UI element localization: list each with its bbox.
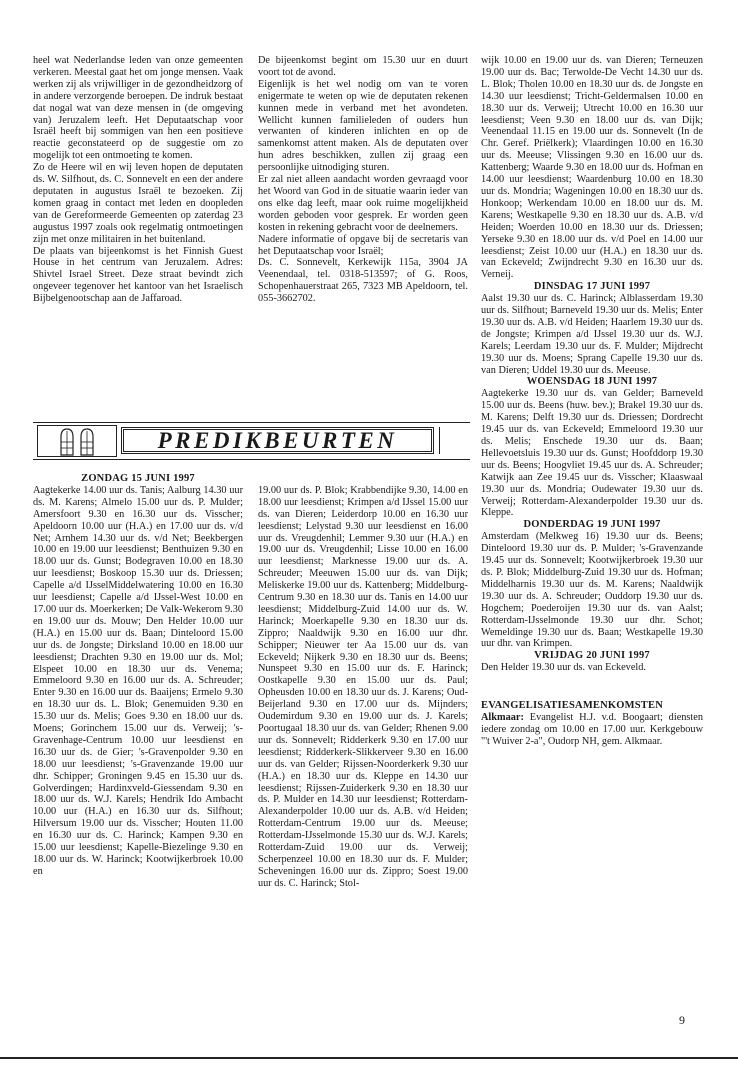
evangelisation-place: Alkmaar: bbox=[481, 712, 524, 724]
article-column-1 bbox=[33, 55, 243, 305]
section-title: PREDIKBEURTEN bbox=[157, 427, 398, 453]
article-paragraph: Er zal niet alleen aandacht worden gevraagd voor het Woord van God in de situatie waarin ieder van ons elke dag leeft, maar ook ruime mogelijkheid worden geboden voor gesprek. Er worden geen kosten in rekening gebracht voor de deelnemers. bbox=[258, 174, 468, 233]
schedule-text: Aagtekerke 19.30 uur ds. van Gelder; Barneveld 15.00 uur ds. Beens (huw. bev.); Brakel 19.30 uur ds. M. Karens; Delft 19.30 uur ds. Driessen; Dordrecht 19.45 uur ds. van Eckeveld; Emmeloord 19.30 uur ds. Melis; Enschede 19.30 uur ds. Baan; Hellevoetsluis 19.30 uur ds. Gunst; Hoofddorp 19.30 uur ds. Beens; Hoogvliet 19.45 uur ds. A. Schreuder; Katwijk aan Zee 19.45 uur ds. Visscher; Klaaswaal 19.30 uur ds. Mondria; Oudewater 19.30 uur ds. Verweij; Rotterdam-Alexanderpolder 19.30 uur ds. Kleppe. bbox=[481, 388, 703, 519]
schedule-text: Aalst 19.30 uur ds. C. Harinck; Alblasserdam 19.30 uur ds. Silfhout; Barneveld 19.30 uur ds. Melis; Enter 19.30 uur ds. A.B. v/d Heiden; Haarlem 19.30 uur ds. de Jongste; Krimpen a/d IJssel 19.30 uur ds. W.J. Karels; Leerdam 19.30 uur ds. F. Mulder; Mijdrecht 19.30 uur ds. Moens; Sprang Capelle 19.30 uur ds. van Dieren; Uddel 19.30 uur ds. Meeuse. bbox=[481, 293, 703, 376]
article-paragraph: Zo de Heere wil en wij leven hopen de deputaten ds. W. Silfhout, ds. C. Sonnevelt en een der andere deputaten in augustus Israël te bezoeken. Zij komen graag in contact met leden en doopleden van de Gereformeerde Gemeenten op zaterdag 23 augustus 1997 zoals ook regelmatig ontmoetingen zijn met onze militairen in het buitenland. bbox=[33, 162, 243, 245]
evangelisation-text bbox=[481, 712, 703, 748]
article-paragraph: Ds. C. Sonnevelt, Kerkewijk 115a, 3904 JA Veenendaal, tel. 0318-513597; of G. Roos, Schopenhauerstraat 265, 7323 MB Apeldoorn, tel. 055-3662702. bbox=[258, 257, 468, 305]
schedule-text: Amsterdam (Melkweg 16) 19.30 uur ds. Beens; Dinteloord 19.30 uur ds. P. Mulder; 's-Gravenzande 19.45 uur ds. Sonnevelt; Kootwijkerbroek 19.30 uur ds. P. Blok; Middelburg-Zuid 19.30 uur ds. Hofman; Middelharnis 19.30 uur ds. M. Karens; Naaldwijk 19.30 uur ds. A. Schreuder; Ouddorp 19.30 uur ds. Hogchem; Poederoijen 19.30 uur ds. van Aalst; Rotterdam-IJsselmonde 19.30 uur dhr. Schot; Wemeldinge 19.30 uur ds. Baan; Westkapelle 19.30 uur dhr. van Krimpen. bbox=[481, 531, 703, 650]
article-column-2 bbox=[258, 55, 468, 305]
day-heading-sunday: ZONDAG 15 JUNI 1997 bbox=[81, 473, 195, 484]
schedule-text: Den Helder 19.30 uur ds. van Eckeveld. bbox=[481, 662, 646, 674]
evangelisation-heading: EVANGELISATIESAMENKOMSTEN bbox=[481, 700, 663, 712]
footer-rule bbox=[0, 1057, 738, 1059]
schedule-text: 19.00 uur ds. P. Blok; Krabbendijke 9.30, 14.00 en 18.00 uur leesdienst; Krimpen a/d IJssel 15.00 uur ds. van Dieren; Leiderdorp 10.00 en 16.30 uur leesdienst; Lelystad 9.30 uur leesdienst en 16.00 uur ds. Vreugdenhil; Lemmer 9.30 uur (H.A.) en 19.00 uur ds. Vreugdenhil; Lisse 10.00 en 16.00 uur leesdienst; Marknesse 19.00 uur ds. A. Schreuder; Meeuwen 15.00 uur ds. van Dijk; Meliskerke 19.00 uur ds. Kattenberg; Middelburg-Centrum 9.30 en 18.30 uur ds. Tanis en 14.00 uur leesdienst; Middelburg-Zuid 14.00 uur ds. W. Harinck; Moerkapelle 9.30 en 18.30 uur ds. Zippro; Naaldwijk 9.30 en 16.00 uur dhr. Schipper; Nieuwer ter Aa 15.00 uur ds. van Eckeveld; Nijkerk 9.30 en 18.30 uur ds. Beens; Nunspeet 9.30 en 15.00 uur ds. F. Harinck; Oostkapelle 9.30 en 15.00 uur ds. Paul; Opheusden 10.00 en 18.30 uur ds. J. Karens; Oud-Beijerland 9.30 en 17.00 uur ds. Mijnders; Oudemirdum 9.30 en 19.00 uur ds. J. Karels; Poortugaal 18.30 uur ds. van Gelder; Rhenen 9.00 uur ds. Sonnevelt; Ridderkerk 9.30 en 17.00 uur leesdienst; Ridderkerk-Slikkerveer 9.30 en 16.00 uur ds. van Gelder; Rijssen-Noorderkerk 9.30 uur (H.A.) en 18.30 uur ds. Kleppe en 14.30 uur leesdienst; Rijssen-Zuiderkerk 9.30 en 18.30 uur ds. P. Mulder en 14.30 uur leesdienst; Rotterdam-Alexanderpolder 10.00 uur ds. A.B. v/d Heiden; Rotterdam-Centrum 19.00 uur ds. Meeuse; Rotterdam-IJsselmonde 15.30 uur ds. W.J. Karels; Rotterdam-Zuid 19.00 uur ds. Verweij; Scherpenzeel 10.00 en 18.30 uur ds. F. Mulder; Scheveningen 16.00 uur ds. Zippro; Soest 19.00 uur ds. C. Harinck; Stol- bbox=[258, 484, 468, 889]
article-paragraph: Nadere informatie of opgave bij de secretaris van het Deputaatschap voor Israël; bbox=[258, 233, 468, 257]
schedule-text: wijk 10.00 en 19.00 uur ds. van Dieren; Terneuzen 19.00 uur ds. Bac; Terwolde-De Vecht 14.30 uur ds. L. Blok; Tholen 10.00 en 18.30 uur ds. de Jongste en 14.30 uur leesdienst; Tricht-Geldermalsen 10.00 en 18.30 uur ds. Verweij; Utrecht 10.00 en 16.30 uur leesdienst; Veen 9.30 en 18.00 uur ds. van Dijk; Veenendaal 11.15 en 19.00 uur ds. Sonnevelt (In de Chr. Geref. Priëlkerk); Vlaardingen 10.00 en 16.30 uur ds. Meeuse; Vlissingen 9.30 en 16.00 uur ds. Kattenberg; Waarde 9.30 en 18.00 uur ds. Hofman en 14.00 uur leesdienst; Waardenburg 10.00 en 18.30 uur ds. Mondria; Wageningen 10.00 en 18.30 uur ds. Honkoop; Werkendam 10.00 en 18.00 uur ds. M. Karens; Westkapelle 9.30 en 18.30 uur ds. A.B. v/d Heiden; Woerden 10.00 en 18.30 uur ds. Driessen; Yerseke 9.30 en 18.00 uur ds. v/d Poel en 14.00 uur leesdienst; Zeist 10.00 uur (H.A.) en 18.30 uur ds. van Eckeveld; Zwijndrecht 9.30 en 16.30 uur ds. Verneij. bbox=[481, 55, 703, 281]
schedule-column-1 bbox=[33, 473, 243, 878]
article-paragraph: heel wat Nederlandse leden van onze gemeenten verkeren. Meestal gaat het om jonge mensen. Vaak werken zij als vrijwilliger in de gezondheidzorg of in andere verzorgende beroepen. De indruk bestaat dat nogal wat van deze mensen in (de omgeving van) Jeruzalem leeft. Het Deputaatschap voor Israël heeft bij sommigen van hen een positieve reactie geconstateerd op de suggestie om zo mogelijk tot een ontmoeting te komen. bbox=[33, 55, 243, 162]
day-heading-tuesday: DINSDAG 17 JUNI 1997 bbox=[533, 281, 651, 293]
page-number: 9 bbox=[679, 1013, 685, 1027]
schedule-column-2 bbox=[258, 473, 468, 890]
day-heading-wednesday: WOENSDAG 18 JUNI 1997 bbox=[526, 376, 658, 388]
schedule-text: Aagtekerke 14.00 uur ds. Tanis; Aalburg 14.30 uur ds. M. Karens; Almelo 15.00 uur ds. P. Mulder; Amersfoort 9.30 en 16.30 uur ds. Visscher; Apeldoorn 10.00 uur (H.A.) en 17.00 uur ds. v/d Net; Arnhem 14.30 uur ds. v/d Net; Beekbergen 10.00 en 19.00 uur leesdienst; Benthuizen 9.30 en 18.00 uur ds. Gunst; Bodegraven 10.00 en 18.30 uur leesdienst; Boskoop 15.30 uur ds. Driessen; Capelle a/d IJsselMiddelwatering 10.00 en 16.30 uur leesdienst; Capelle a/d IJssel-West 10.00 en 17.00 uur ds. Moerkerken; De Valk-Wekerom 9.30 en 19.00 uur ds. Mouw; Den Helder 10.00 uur (H.A.) en 15.00 uur ds. Baan; Dinteloord 15.00 uur ds. de Jongste; Dirksland 10.00 en 18.00 uur leesdienst; Drachten 9.30 en 19.00 uur ds. Mol; Elspeet 10.00 en 18.30 uur ds. Venema; Emmeloord 9.30 en 16.00 uur ds. A. Schreuder; Enter 9.30 en 16.00 uur ds. Baaijens; Ermelo 9.30 en 18.30 uur ds. L. Blok; Genemuiden 9.30 en 15.30 uur ds. Melis; Goes 9.30 en 18.00 uur ds. Moens; Gorinchem 15.00 uur ds. Verweij; 's-Gravenhage-Centrum 10.00 uur leesdienst en 16.30 uur ds. de Gier; 's-Gravenpolder 9.30 en 18.00 uur leesdienst; 's-Gravenzande 19.00 uur dhr. Schipper; Groningen 9.45 en 15.30 uur ds. Golverdingen; Hardinxveld-Giessendam 9.30 en 18.00 uur ds. W.J. Karels; Hendrik Ido Ambacht 10.00 uur (H.A.) en 16.30 uur ds. Silfhout; Hilversum 19.00 uur ds. Visscher; Houten 11.00 en 16.30 uur ds. C. Harinck; Kampen 9.30 en 15.00 uur leesdienst; Kapelle-Biezelinge 9.30 en 18.00 uur ds. W. Harinck; Kootwijkerbroek 10.00 en bbox=[33, 484, 243, 877]
banner-end-frame bbox=[439, 427, 470, 454]
schedule-column-3 bbox=[481, 55, 703, 748]
banner-title-frame bbox=[121, 427, 434, 454]
church-window-icon bbox=[34, 424, 119, 457]
day-heading-thursday: DONDERDAG 19 JUNI 1997 bbox=[523, 519, 661, 531]
article-paragraph: De plaats van bijeenkomst is het Finnish Guest House in het centrum van Jeruzalem. Adres: Shivtel Israel Street. Deze straat bevindt zich ongeveer tegenover het kantoor van het Israelisch Bijbelgenootschap aan de Jaffaroad. bbox=[33, 245, 243, 305]
day-heading-friday: VRIJDAG 20 JUNI 1997 bbox=[534, 650, 650, 662]
evangelisation-details: Evangelist H.J. v.d. Boogaart; diensten iedere zondag om 10.00 en 17.00 uur. Kerkgebouw "'t Wuiver 2-a", Oudorp NH, gem. Alkmaar. bbox=[481, 712, 703, 747]
article-paragraph: De bijeenkomst begint om 15.30 uur en duurt voort tot de avond. bbox=[258, 55, 468, 78]
article-paragraph: Eigenlijk is het wel nodig om van te voren enigermate te weten op wie de deputaten rekenen kunnen mede in verband met het avondeten. Wellicht kunnen familieleden of ouders hun verwanten of kinderen inlichten en op de samenkomst attent maken. Als de deputaten over hun adres beschikken, zullen zij graag een persoonlijke uitnodiging sturen. bbox=[258, 78, 468, 174]
section-banner bbox=[33, 422, 470, 460]
